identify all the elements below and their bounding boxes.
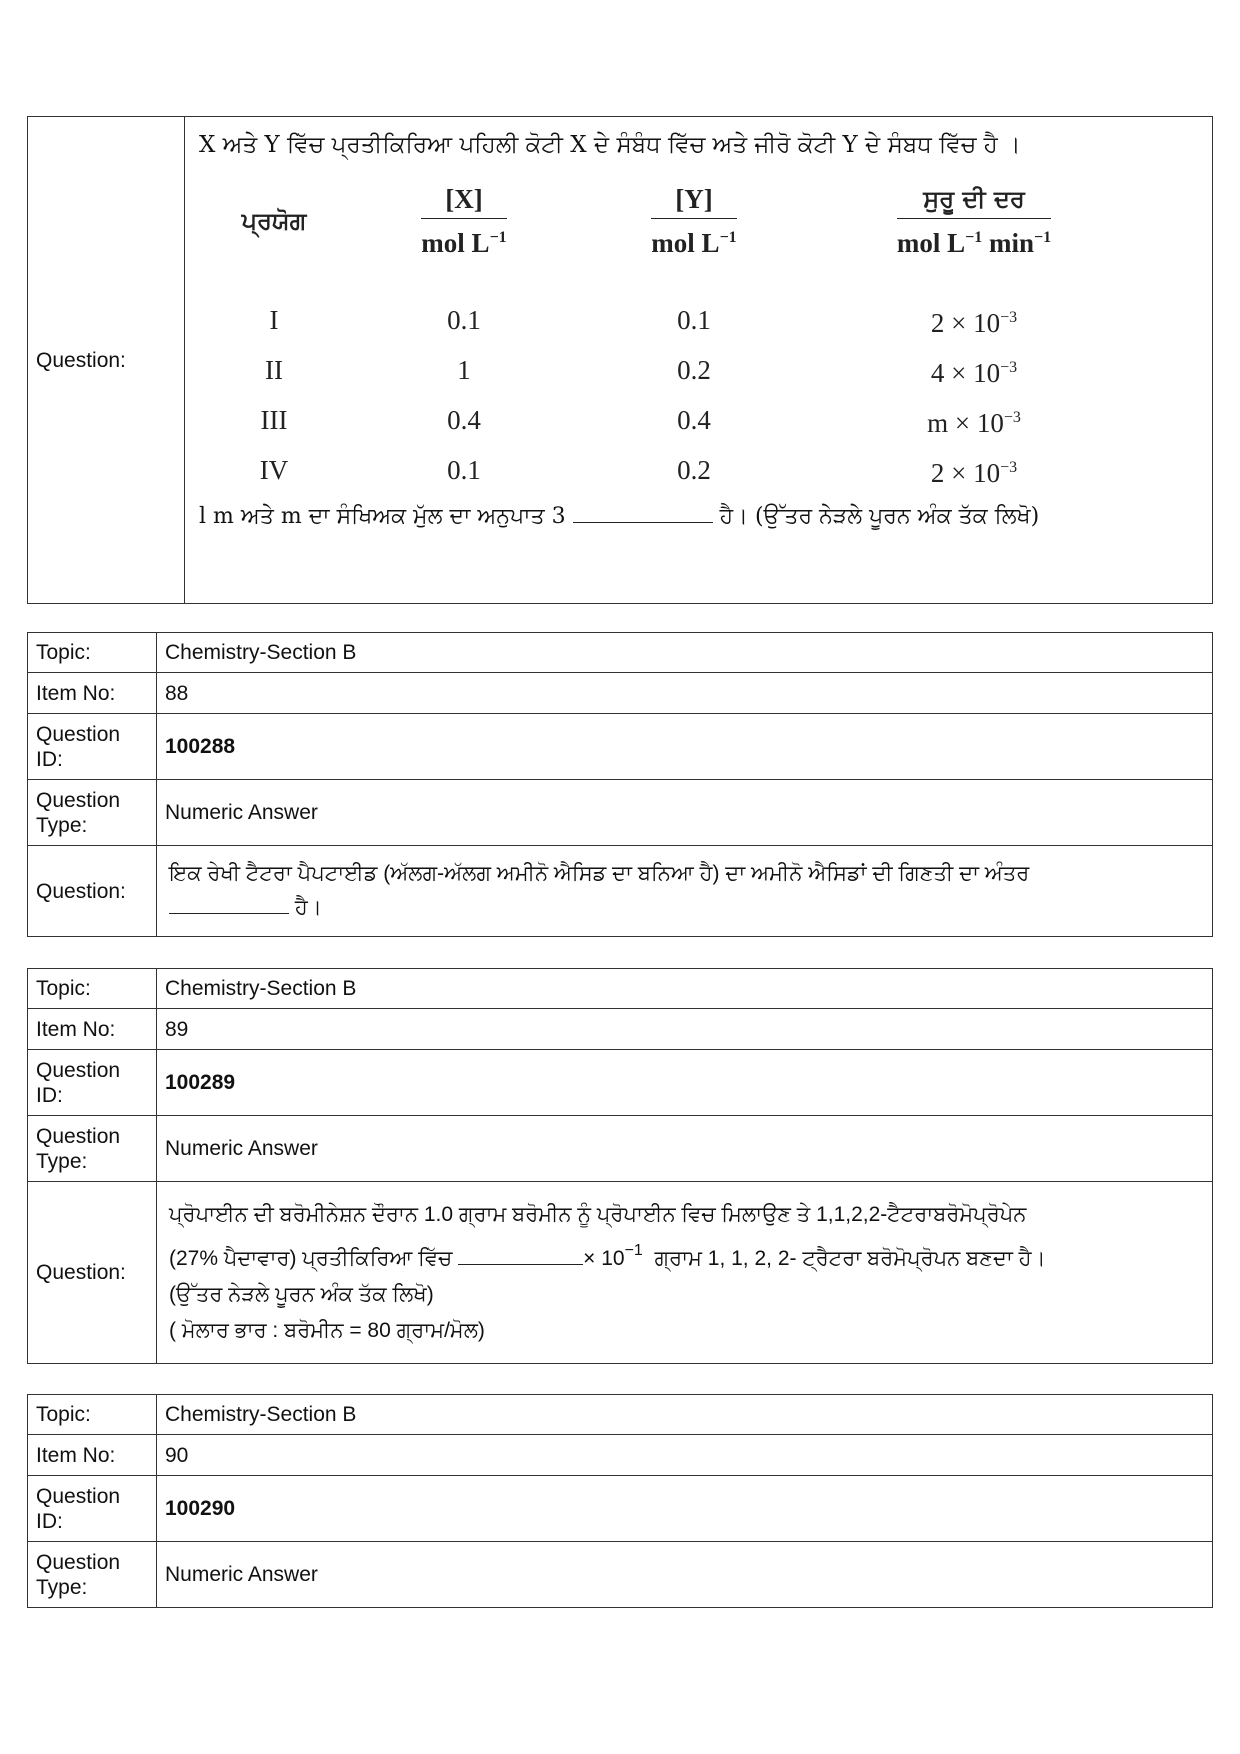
cell-x: 0.1: [447, 454, 481, 485]
answer-blank: [458, 1244, 583, 1265]
question-type-value: Numeric Answer: [157, 1542, 1213, 1608]
cell-y: 0.2: [677, 354, 711, 385]
question-text: ਇਕ ਰੇਖੀ ਟੈਟਰਾ ਪੈਪਟਾਈਡ (ਅੱਲਗ-ਅੱਲਗ ਅਮੀਨੋ ਐਸਿਡ ਦਾ ਬਨਿਆ ਹੈ) ਦਾ ਅਮੀਨੋ ਐਸਿਡਾਂ ਦੀ ਗਿਣਤੀ ਦਾ ਅੰਤਰ ਹੈ।: [157, 846, 1213, 937]
cell-rate: $4 \times 10^{-3}$: [930, 357, 1018, 388]
question-id-value: 100290: [157, 1476, 1213, 1542]
question-label: Question:: [28, 117, 185, 604]
table-row: [199, 295, 1139, 345]
item-label: Item No:: [28, 1435, 157, 1476]
col-header-experiment: ਪ੍ਰਯੋਗ: [241, 206, 307, 235]
answer-blank: [573, 502, 713, 523]
rate-data-table: [199, 171, 1139, 495]
item-label: Item No:: [28, 673, 157, 714]
cell-exp: II: [265, 354, 283, 385]
question-id-label: Question ID:: [28, 1050, 157, 1116]
question-type-value: Numeric Answer: [157, 1116, 1213, 1182]
cell-x: 0.4: [447, 404, 481, 435]
question-id-value: 100289: [157, 1050, 1213, 1116]
cell-y: 0.1: [677, 304, 711, 335]
topic-value: Chemistry-Section B: [157, 1395, 1213, 1435]
question-type-label: Question Type:: [28, 1542, 157, 1608]
cell-x: 1: [457, 354, 471, 385]
item-value: 88: [157, 673, 1213, 714]
question-label: Question:: [28, 1182, 157, 1364]
cell-exp: III: [260, 404, 288, 435]
question-id-value: 100288: [157, 714, 1213, 780]
table-row: [199, 345, 1139, 395]
topic-value: Chemistry-Section B: [157, 969, 1213, 1009]
cell-rate: $2 \times 10^{-3}$: [930, 307, 1018, 338]
cell-y: 0.4: [677, 404, 711, 435]
item-label: Item No:: [28, 1009, 157, 1050]
question-block-89: [27, 968, 1213, 1364]
cell-x: 0.1: [447, 304, 481, 335]
question-type-label: Question Type:: [28, 1116, 157, 1182]
item-value: 89: [157, 1009, 1213, 1050]
question-block-90: [27, 1394, 1213, 1608]
table-row: [199, 395, 1139, 445]
question-block-87: [27, 116, 1213, 604]
question-type-value: Numeric Answer: [157, 780, 1213, 846]
topic-label: Topic:: [28, 969, 157, 1009]
table-row: [199, 445, 1139, 495]
question-footer: l m ਅਤੇ m ਦਾ ਸੰਖਿਅਕ ਮੁੱਲ ਦਾ ਅਨੁਪਾਤ 3 ਹੈ। (ਉੱਤਰ ਨੇੜਲੇ ਪੂਰਨ ਅੰਕ ਤੱਕ ਲਿਖੋ): [199, 504, 1040, 529]
topic-value: Chemistry-Section B: [157, 633, 1213, 673]
question-block-88: [27, 632, 1213, 937]
item-value: 90: [157, 1435, 1213, 1476]
question-id-label: Question ID:: [28, 1476, 157, 1542]
question-type-label: Question Type:: [28, 780, 157, 846]
question-id-label: Question ID:: [28, 714, 157, 780]
cell-y: 0.2: [677, 454, 711, 485]
col-header-initial-rate: $\frac{\text{ਸੁਰੂ ਦੀ ਦਰ}}{mol L^{-1} \min^{-1}}$: [896, 184, 1052, 258]
question-text: ਪ੍ਰੋਪਾਈਨ ਦੀ ਬਰੋਮੀਨੇਸ਼ਨ ਦੌਰਾਨ 1.0 ਗ੍ਰਾਮ ਬਰੋਮੀਨ ਨੂੰ ਪ੍ਰੋਪਾਈਨ ਵਿਚ ਮਿਲਾਉਣ ਤੇ 1,1,2,2-ਟੈਟਰਾਬਰੋਮੋਪ੍ਰੋਪੇਨ (27% ਪੈਦਾਵਾਰ) ਪ੍ਰਤੀਕਿਰਿਆ ਵਿੱਚ × $10^{-1}$ ਗ੍ਰਾਮ 1, 1, 2, 2- ਟ੍ਰੈਟਰਾ ਬਰੋਮੋਪ੍ਰੋਪਨ ਬਣਦਾ ਹੈ। (ਉੱਤਰ ਨੇੜਲੇ ਪੂਰਨ ਅੰਕ ਤੱਕ ਲਿਖੋ) ( ਮੋਲਾਰ ਭਾਰ : ਬਰੋਮੀਨ = 80 ਗ੍ਰਾਮ/ਮੋਲ): [157, 1182, 1213, 1364]
col-header-x: $\frac{[X]}{mol L^{-1}}$: [421, 183, 507, 258]
cell-rate: $2 \times 10^{-3}$: [930, 457, 1018, 488]
topic-label: Topic:: [28, 1395, 157, 1435]
answer-blank: [169, 893, 289, 914]
topic-label: Topic:: [28, 633, 157, 673]
cell-exp: IV: [259, 454, 289, 485]
cell-exp: I: [269, 304, 279, 335]
question-intro: X ਅਤੇ Y ਵਿੱਚ ਪ੍ਰਤੀਕਿਰਿਆ ਪਹਿਲੀ ਕੋਟੀ X ਦੇ ਸੰਬੰਧ ਵਿੱਚ ਅਤੇ ਜੀਰੋ ਕੋਟੀ Y ਦੇ ਸੰਬਧ ਵਿੱਚ ਹੈ ।: [199, 132, 1021, 158]
question-label: Question:: [28, 846, 157, 937]
cell-rate: $m \times 10^{-3}$: [927, 407, 1021, 438]
col-header-y: $\frac{[Y]}{mol L^{-1}}$: [651, 183, 737, 258]
